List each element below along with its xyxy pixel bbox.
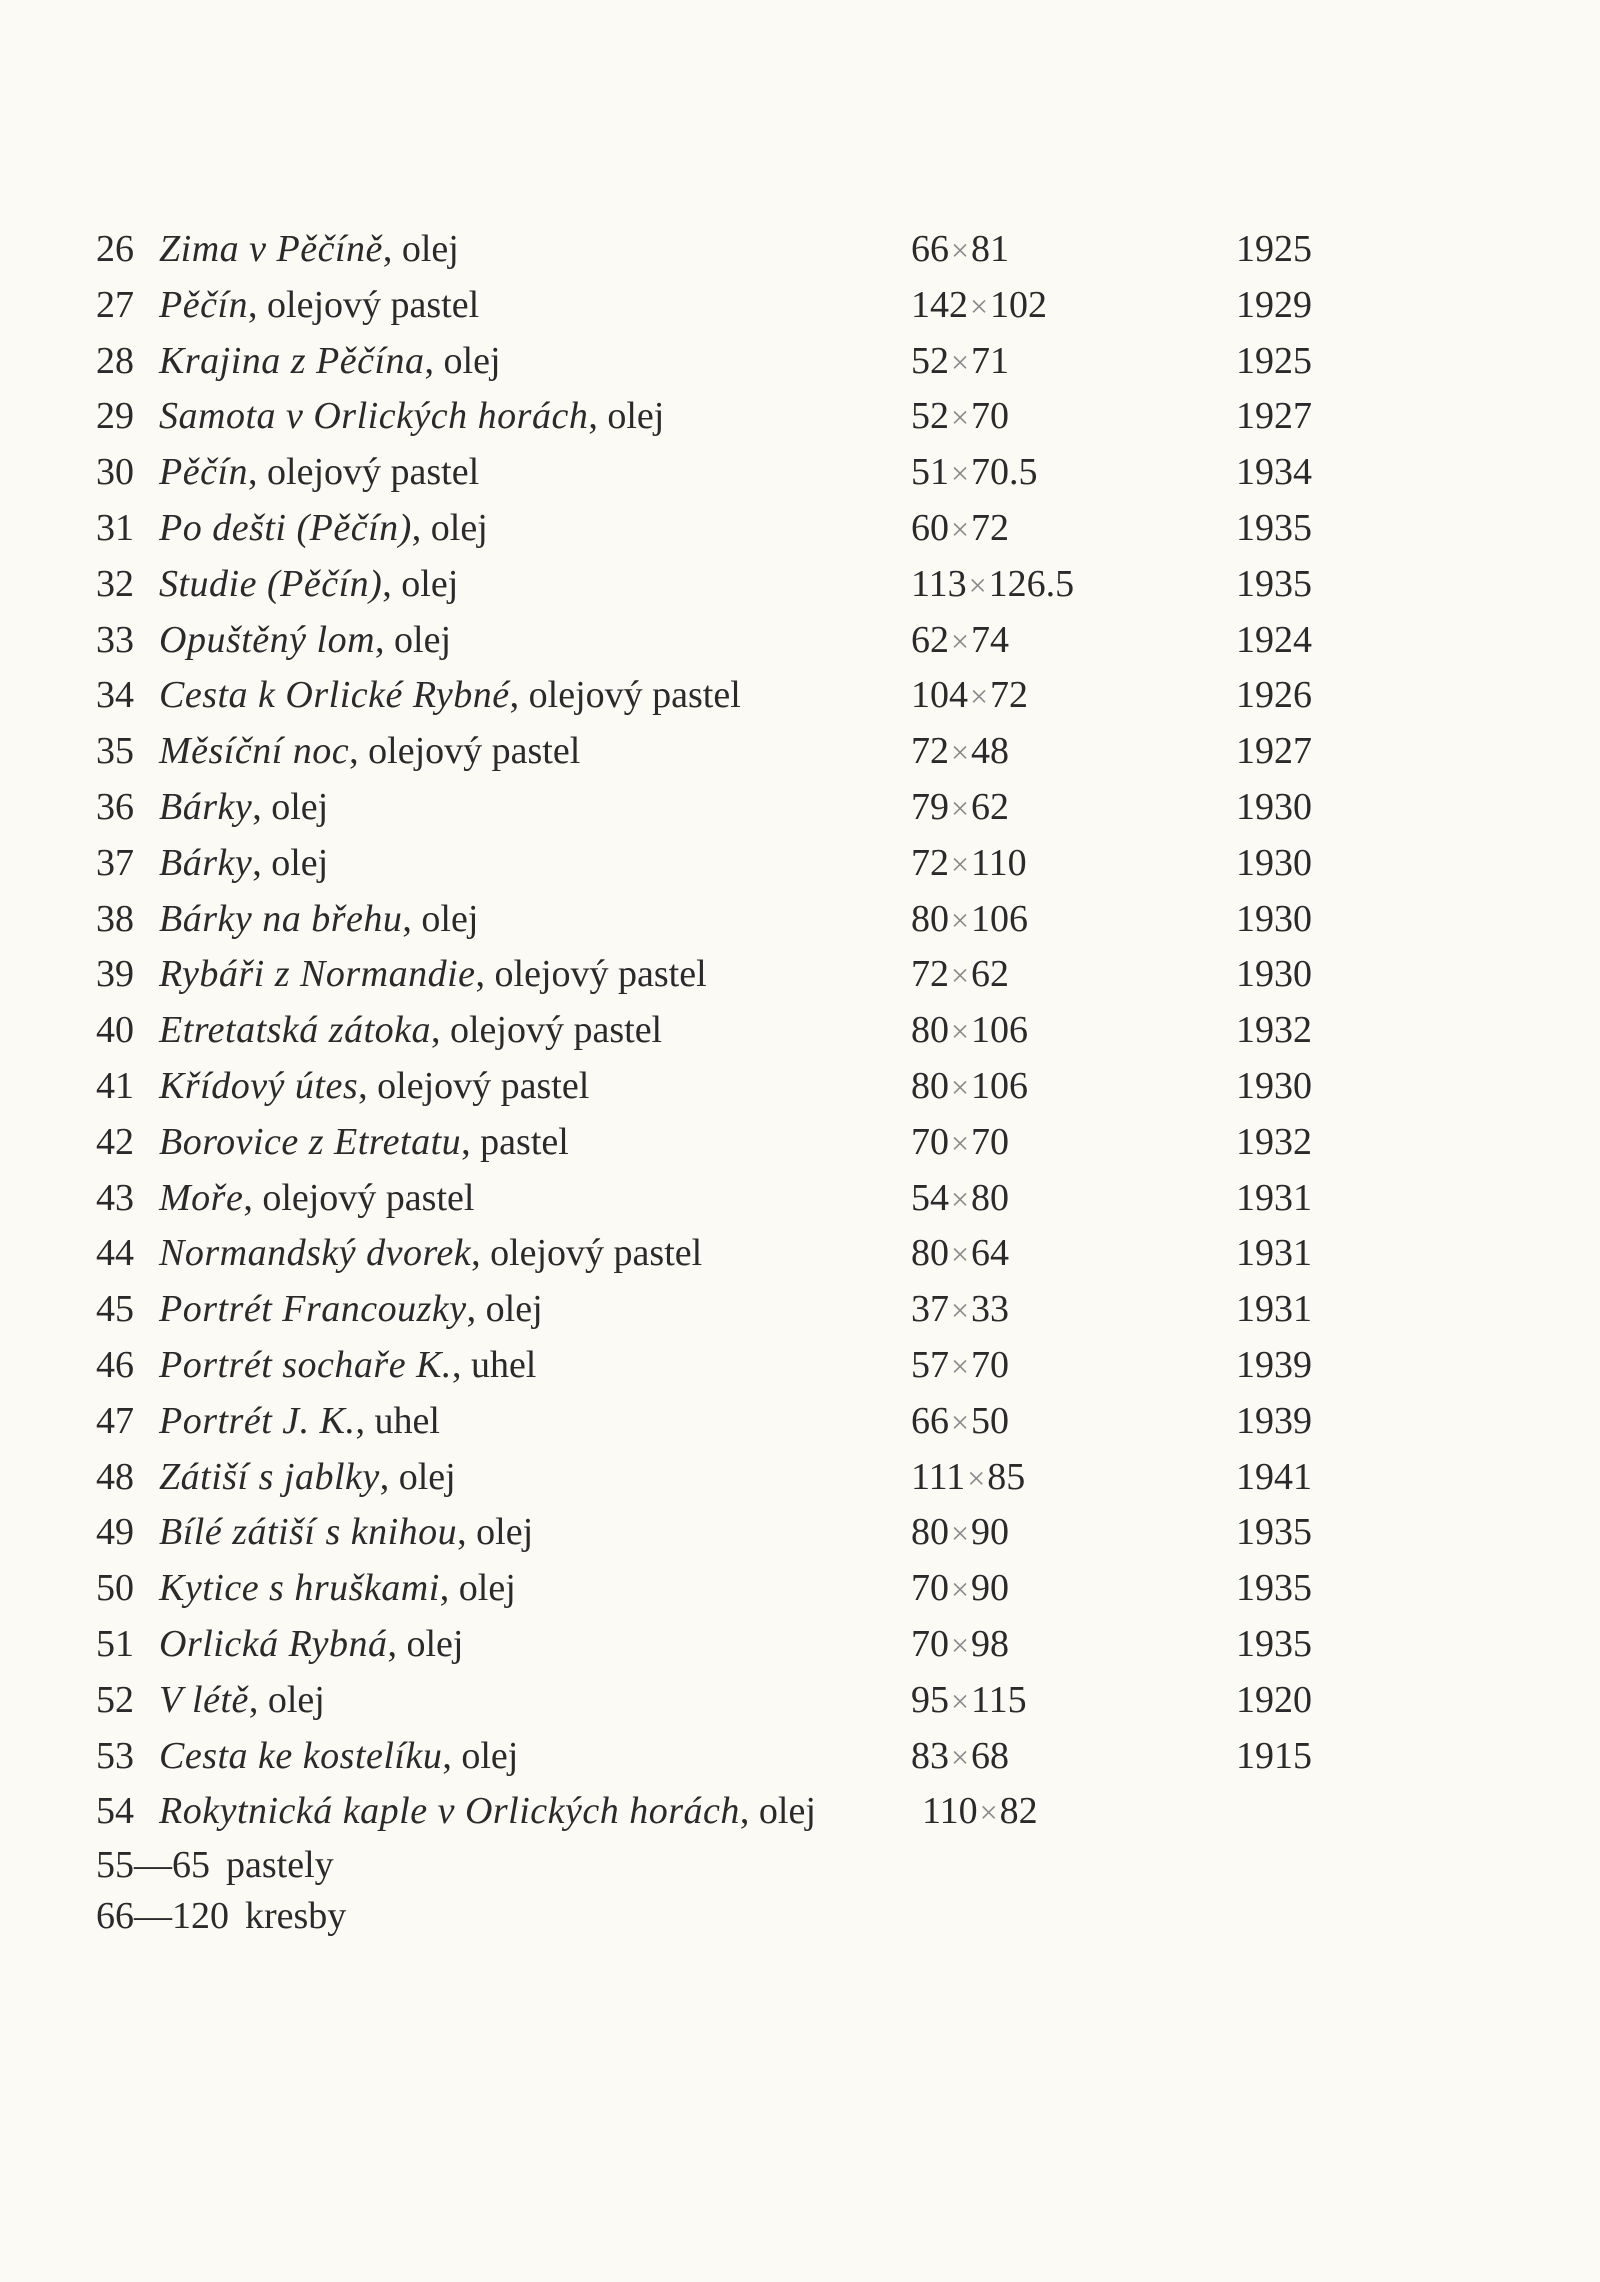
entry-title: Měsíční noc	[159, 730, 350, 773]
entry-dim-b: 74	[971, 618, 1010, 661]
entry-number: 36	[96, 785, 134, 828]
entry-dimensions	[911, 1729, 1151, 1786]
entry-dim-a: 51	[911, 451, 949, 494]
entry-dim-a: 72	[911, 953, 949, 996]
entry-medium: olejový pastel	[267, 451, 480, 494]
entry-dimensions	[911, 1617, 1151, 1674]
entry-dim-b: 64	[971, 1232, 1010, 1275]
entry-description: Pěčín, olejový pastel	[159, 283, 480, 326]
entry-dim-b: 106	[971, 897, 1029, 940]
entry-medium: olej	[401, 562, 459, 605]
entry-number: 41	[96, 1064, 134, 1107]
entry-dimensions	[911, 1059, 1151, 1116]
entry-dimensions	[911, 1226, 1151, 1283]
range-label: kresby	[245, 1895, 347, 1938]
entry-dim-a: 66	[911, 1399, 949, 1442]
times-sign: ×	[970, 287, 989, 324]
entry-dim-a: 60	[911, 506, 949, 549]
entry-description: Krajina z Pěčína, olej	[159, 339, 501, 382]
entry-medium: olej	[267, 1678, 325, 1721]
entry-title: Portrét Francouzky	[159, 1288, 467, 1331]
entry-year: 1935	[1236, 1511, 1312, 1554]
times-sign: ×	[970, 678, 989, 715]
entry-dim-b: 70.5	[971, 451, 1038, 494]
catalogue-entry	[96, 1226, 1356, 1282]
entry-number: 38	[96, 897, 134, 940]
entry-title: Borovice z Etretatu	[159, 1120, 462, 1163]
entry-medium: olej	[458, 1567, 516, 1610]
entry-dim-a: 52	[911, 339, 949, 382]
entry-description: Samota v Orlických horách, olej	[159, 395, 665, 438]
entry-medium: olej	[461, 1734, 519, 1777]
entry-dim-a: 83	[911, 1734, 949, 1777]
entry-dim-a: 54	[911, 1176, 949, 1219]
range-numbers: 55—65	[96, 1844, 210, 1887]
entry-title: Orlická Rybná	[159, 1622, 388, 1665]
entry-dim-a: 62	[911, 618, 949, 661]
entry-dim-b: 48	[971, 730, 1010, 773]
entry-number: 50	[96, 1567, 134, 1610]
entry-year: 1930	[1236, 897, 1312, 940]
entry-year: 1931	[1236, 1176, 1312, 1219]
entry-description: Normandský dvorek, olejový pastel	[159, 1232, 703, 1275]
entry-dimensions	[911, 668, 1151, 725]
entry-description: Cesta ke kostelíku, olej	[159, 1734, 519, 1777]
entry-year: 1932	[1236, 1009, 1312, 1052]
entry-dimensions	[911, 445, 1151, 502]
entry-medium: olejový pastel	[490, 1232, 703, 1275]
entry-dim-b: 72	[971, 506, 1010, 549]
times-sign: ×	[979, 1794, 998, 1831]
entry-number: 52	[96, 1678, 134, 1721]
entry-dim-b: 126.5	[988, 562, 1075, 605]
entry-description: Zátiší s jablky, olej	[159, 1455, 456, 1498]
entry-number: 47	[96, 1399, 134, 1442]
entry-dim-a: 37	[911, 1288, 949, 1331]
entry-number: 48	[96, 1455, 134, 1498]
entry-dim-a: 104	[911, 674, 968, 717]
entry-dim-a: 66	[911, 228, 949, 270]
entry-year: 1925	[1236, 228, 1312, 270]
times-sign: ×	[951, 1571, 970, 1608]
entry-description: Portrét sochaře K., uhel	[159, 1343, 537, 1386]
entry-dimensions	[911, 222, 1151, 279]
catalogue-entry	[96, 947, 1356, 1003]
entry-dim-b: 62	[971, 785, 1010, 828]
entry-dimensions	[911, 892, 1151, 949]
entry-dimensions	[911, 278, 1151, 335]
entry-dimensions	[911, 836, 1151, 893]
entry-year: 1927	[1236, 730, 1312, 773]
entry-dim-b: 62	[971, 953, 1010, 996]
entry-number: 53	[96, 1734, 134, 1777]
entry-description: Portrét J. K., uhel	[159, 1399, 440, 1442]
times-sign: ×	[968, 566, 987, 603]
entry-number: 32	[96, 562, 134, 605]
entry-dim-b: 33	[971, 1288, 1010, 1331]
catalogue-entry	[96, 780, 1356, 836]
entry-number: 43	[96, 1176, 134, 1219]
times-sign: ×	[951, 232, 970, 268]
entry-description: Opuštěný lom, olej	[159, 618, 452, 661]
entry-dim-b: 98	[971, 1622, 1010, 1665]
entry-title: Krajina z Pěčína	[159, 339, 425, 382]
entry-number: 49	[96, 1511, 134, 1554]
catalogue-entry	[96, 501, 1356, 557]
entry-year: 1931	[1236, 1288, 1312, 1331]
entry-title: Cesta ke kostelíku	[159, 1734, 443, 1777]
entry-description: Orlická Rybná, olej	[159, 1622, 464, 1665]
entry-dimensions	[911, 1338, 1151, 1395]
entry-dimensions	[911, 1505, 1151, 1562]
entry-dim-a: 52	[911, 395, 949, 438]
entry-number: 29	[96, 395, 134, 438]
entry-dim-a: 70	[911, 1622, 949, 1665]
entry-dimensions	[911, 1003, 1151, 1060]
times-sign: ×	[951, 1068, 970, 1105]
entry-description: Bárky, olej	[159, 841, 329, 884]
entry-year: 1931	[1236, 1232, 1312, 1275]
entry-description: Kytice s hruškami, olej	[159, 1567, 516, 1610]
entry-description: Zima v Pěčíně, olej	[159, 228, 459, 270]
times-sign: ×	[951, 1515, 970, 1552]
entry-number: 35	[96, 730, 134, 773]
times-sign: ×	[951, 622, 970, 659]
entry-number: 45	[96, 1288, 134, 1331]
entry-dimensions	[911, 1561, 1151, 1618]
entry-description: Portrét Francouzky, olej	[159, 1288, 543, 1331]
entry-dim-a: 110	[922, 1790, 978, 1833]
times-sign: ×	[951, 1013, 970, 1050]
entry-year: 1935	[1236, 1622, 1312, 1665]
catalogue-entry	[96, 222, 1356, 278]
entry-number: 26	[96, 228, 134, 270]
entry-medium: olejový pastel	[368, 730, 581, 773]
times-sign: ×	[951, 455, 970, 492]
entry-year: 1930	[1236, 841, 1312, 884]
entry-title: Portrét J. K.	[159, 1399, 356, 1442]
entry-description: Borovice z Etretatu, pastel	[159, 1120, 569, 1163]
entry-medium: olej	[443, 339, 501, 382]
entry-year: 1915	[1236, 1734, 1312, 1777]
entry-medium: uhel	[374, 1399, 440, 1442]
entry-year: 1930	[1236, 1064, 1312, 1107]
entry-dimensions	[911, 557, 1151, 614]
catalogue-entry	[96, 278, 1356, 334]
entry-year: 1935	[1236, 562, 1312, 605]
entry-title: Pěčín	[159, 283, 249, 326]
entry-title: V létě	[159, 1678, 249, 1721]
entry-number: 40	[96, 1009, 134, 1052]
times-sign: ×	[951, 510, 970, 547]
entry-description: Rokytnická kaple v Orlických horách, olej	[159, 1790, 816, 1833]
entry-number: 46	[96, 1343, 134, 1386]
entry-description: Měsíční noc, olejový pastel	[159, 730, 581, 773]
catalogue-entry	[96, 613, 1356, 669]
entry-dim-b: 82	[999, 1790, 1038, 1833]
entry-dim-b: 85	[987, 1455, 1026, 1498]
entry-year: 1924	[1236, 618, 1312, 661]
entry-title: Portrét sochaře K.	[159, 1343, 452, 1386]
times-sign: ×	[951, 1180, 970, 1217]
times-sign: ×	[951, 1347, 970, 1384]
entry-dim-b: 81	[971, 228, 1010, 270]
range-numbers: 66—120	[96, 1895, 229, 1938]
entry-year: 1929	[1236, 283, 1312, 326]
entry-dimensions	[911, 1394, 1151, 1451]
entry-title: Bárky	[159, 785, 253, 828]
entry-dim-a: 57	[911, 1343, 949, 1386]
times-sign: ×	[951, 957, 970, 994]
entry-dim-a: 95	[911, 1678, 949, 1721]
entry-dim-b: 106	[971, 1009, 1029, 1052]
entry-dim-b: 90	[971, 1567, 1010, 1610]
entry-dim-a: 72	[911, 730, 949, 773]
entry-medium: olej	[476, 1511, 534, 1554]
entry-dimensions	[911, 1282, 1151, 1339]
entry-title: Rybáři z Normandie	[159, 953, 476, 996]
entry-dimensions	[911, 947, 1151, 1004]
catalogue-list	[96, 222, 1356, 1942]
times-sign: ×	[951, 1403, 970, 1440]
entry-dimensions	[911, 501, 1151, 558]
entry-medium: olejový pastel	[262, 1176, 475, 1219]
entry-year: 1930	[1236, 953, 1312, 996]
entry-number: 37	[96, 841, 134, 884]
entry-number: 27	[96, 283, 134, 326]
entry-dim-b: 71	[971, 339, 1010, 382]
entry-dim-a: 80	[911, 1511, 949, 1554]
catalogue-entry	[96, 1505, 1356, 1561]
entry-dim-a: 113	[911, 562, 967, 605]
times-sign: ×	[951, 343, 970, 380]
entry-dim-b: 50	[971, 1399, 1010, 1442]
times-sign: ×	[951, 399, 970, 436]
entry-title: Po dešti (Pěčín)	[159, 506, 412, 549]
range-entry	[96, 1840, 1356, 1891]
entry-title: Bárky na břehu	[159, 897, 403, 940]
entry-year: 1926	[1236, 674, 1312, 717]
catalogue-entry	[96, 1059, 1356, 1115]
entry-number: 54	[96, 1790, 134, 1833]
entry-year: 1939	[1236, 1343, 1312, 1386]
entry-title: Bárky	[159, 841, 253, 884]
catalogue-entry	[96, 557, 1356, 613]
catalogue-entry	[96, 668, 1356, 724]
entry-year: 1930	[1236, 785, 1312, 828]
entry-title: Moře	[159, 1176, 244, 1219]
entry-description: Po dešti (Pěčín), olej	[159, 506, 488, 549]
entry-description: Křídový útes, olejový pastel	[159, 1064, 590, 1107]
entry-dim-b: 68	[971, 1734, 1010, 1777]
entry-dim-b: 70	[971, 1343, 1010, 1386]
entry-title: Studie (Pěčín)	[159, 562, 383, 605]
entry-medium: olej	[271, 841, 329, 884]
catalogue-entry	[96, 1003, 1356, 1059]
entry-description: Moře, olejový pastel	[159, 1176, 475, 1219]
entry-year: 1927	[1236, 395, 1312, 438]
entry-dim-a: 79	[911, 785, 949, 828]
entry-title: Křídový útes	[159, 1064, 359, 1107]
catalogue-entry	[96, 445, 1356, 501]
entry-dim-a: 80	[911, 1009, 949, 1052]
entry-medium: olej	[607, 395, 665, 438]
entry-medium: olejový pastel	[494, 953, 707, 996]
catalogue-entry	[96, 1561, 1356, 1617]
entry-number: 44	[96, 1232, 134, 1275]
entry-dimensions	[911, 334, 1151, 391]
entry-dim-a: 70	[911, 1120, 949, 1163]
entry-medium: olej	[398, 1455, 456, 1498]
entry-medium: pastel	[480, 1120, 569, 1163]
entry-year: 1935	[1236, 506, 1312, 549]
entry-dim-b: 110	[971, 841, 1027, 884]
entry-description: Bárky, olej	[159, 785, 329, 828]
catalogue-entry	[96, 1115, 1356, 1171]
entry-year: 1920	[1236, 1678, 1312, 1721]
entry-year: 1925	[1236, 339, 1312, 382]
entry-year: 1935	[1236, 1567, 1312, 1610]
times-sign: ×	[951, 1292, 970, 1329]
catalogue-entry	[96, 892, 1356, 948]
entry-year: 1941	[1236, 1455, 1312, 1498]
entry-description: Bárky na břehu, olej	[159, 897, 479, 940]
entry-title: Pěčín	[159, 451, 249, 494]
entry-medium: uhel	[470, 1343, 537, 1386]
entry-medium: olej	[271, 785, 329, 828]
entry-number: 51	[96, 1622, 134, 1665]
times-sign: ×	[951, 1626, 970, 1663]
entry-dim-b: 70	[971, 1120, 1010, 1163]
entry-dimensions	[911, 780, 1151, 837]
entry-dimensions	[922, 1784, 1162, 1841]
entry-medium: olej	[485, 1288, 543, 1331]
entry-dimensions	[911, 613, 1151, 670]
entry-medium: olej	[406, 1622, 464, 1665]
catalogue-entry	[96, 1617, 1356, 1673]
catalogue-entry	[96, 1450, 1356, 1506]
catalogue-entry	[96, 334, 1356, 390]
entry-dim-b: 106	[971, 1064, 1029, 1107]
entry-title: Normandský dvorek	[159, 1232, 472, 1275]
entry-dim-a: 70	[911, 1567, 949, 1610]
entry-dim-a: 80	[911, 1232, 949, 1275]
catalogue-entry	[96, 1282, 1356, 1338]
entry-medium: olej	[401, 228, 459, 270]
entry-medium: olejový pastel	[267, 283, 480, 326]
catalogue-entry	[96, 1784, 1356, 1840]
catalogue-entry	[96, 1171, 1356, 1227]
entry-dim-b: 80	[971, 1176, 1010, 1219]
entry-dimensions	[911, 1450, 1151, 1507]
times-sign: ×	[951, 845, 970, 882]
entry-title: Zima v Pěčíně	[159, 228, 383, 270]
entry-description: Rybáři z Normandie, olejový pastel	[159, 953, 707, 996]
entry-description: Pěčín, olejový pastel	[159, 451, 480, 494]
entry-dimensions	[911, 724, 1151, 781]
entry-dim-b: 102	[990, 283, 1048, 326]
entry-year: 1932	[1236, 1120, 1312, 1163]
entry-dim-a: 111	[911, 1455, 966, 1498]
entry-title: Kytice s hruškami	[159, 1567, 440, 1610]
entry-title: Cesta k Orlické Rybné	[159, 674, 510, 717]
entry-title: Zátiší s jablky	[159, 1455, 380, 1498]
range-entry	[96, 1891, 1356, 1942]
times-sign: ×	[967, 1459, 986, 1496]
entry-medium: olej	[430, 506, 488, 549]
entry-medium: olejový pastel	[450, 1009, 663, 1052]
catalogue-entry	[96, 1338, 1356, 1394]
entry-dim-b: 70	[971, 395, 1010, 438]
entry-number: 33	[96, 618, 134, 661]
entry-title: Samota v Orlických horách	[159, 395, 589, 438]
catalogue-entry	[96, 1673, 1356, 1729]
entry-medium: olejový pastel	[528, 674, 741, 717]
times-sign: ×	[951, 734, 970, 771]
entry-number: 30	[96, 451, 134, 494]
times-sign: ×	[951, 1124, 970, 1161]
entry-title: Bílé zátiší s knihou	[159, 1511, 458, 1554]
entry-number: 39	[96, 953, 134, 996]
entry-medium: olej	[421, 897, 479, 940]
entry-number: 28	[96, 339, 134, 382]
catalogue-entry	[96, 724, 1356, 780]
entry-dim-a: 80	[911, 1064, 949, 1107]
entry-dimensions	[911, 1673, 1151, 1730]
entry-dim-b: 72	[990, 674, 1029, 717]
entry-dimensions	[911, 1115, 1151, 1172]
entry-dimensions	[911, 389, 1151, 446]
catalogue-entry	[96, 1729, 1356, 1785]
entry-title: Etretatská zátoka	[159, 1009, 431, 1052]
entry-medium: olejový pastel	[377, 1064, 590, 1107]
entry-dim-a: 142	[911, 283, 968, 326]
entry-dimensions	[911, 1171, 1151, 1228]
times-sign: ×	[951, 1682, 970, 1719]
entry-description: Bílé zátiší s knihou, olej	[159, 1511, 534, 1554]
entry-dim-b: 90	[971, 1511, 1010, 1554]
catalogue-entry	[96, 836, 1356, 892]
times-sign: ×	[951, 789, 970, 826]
catalogue-entry	[96, 389, 1356, 445]
catalogue-entry	[96, 1394, 1356, 1450]
range-label: pastely	[226, 1844, 334, 1887]
entry-year: 1939	[1236, 1399, 1312, 1442]
entry-title: Rokytnická kaple v Orlických horách	[159, 1790, 740, 1833]
entry-number: 31	[96, 506, 134, 549]
entry-medium: olej	[758, 1790, 816, 1833]
times-sign: ×	[951, 1236, 970, 1273]
entry-description: V létě, olej	[159, 1678, 325, 1721]
entry-year: 1934	[1236, 451, 1312, 494]
entry-title: Opuštěný lom	[159, 618, 376, 661]
entry-number: 42	[96, 1120, 134, 1163]
entry-number: 34	[96, 674, 134, 717]
entry-dim-a: 80	[911, 897, 949, 940]
times-sign: ×	[951, 1738, 970, 1775]
entry-description: Etretatská zátoka, olejový pastel	[159, 1009, 663, 1052]
entry-description: Studie (Pěčín), olej	[159, 562, 459, 605]
times-sign: ×	[951, 901, 970, 938]
entry-dim-a: 72	[911, 841, 949, 884]
entry-description: Cesta k Orlické Rybné, olejový pastel	[159, 674, 741, 717]
entry-medium: olej	[394, 618, 452, 661]
entry-dim-b: 115	[971, 1678, 1027, 1721]
